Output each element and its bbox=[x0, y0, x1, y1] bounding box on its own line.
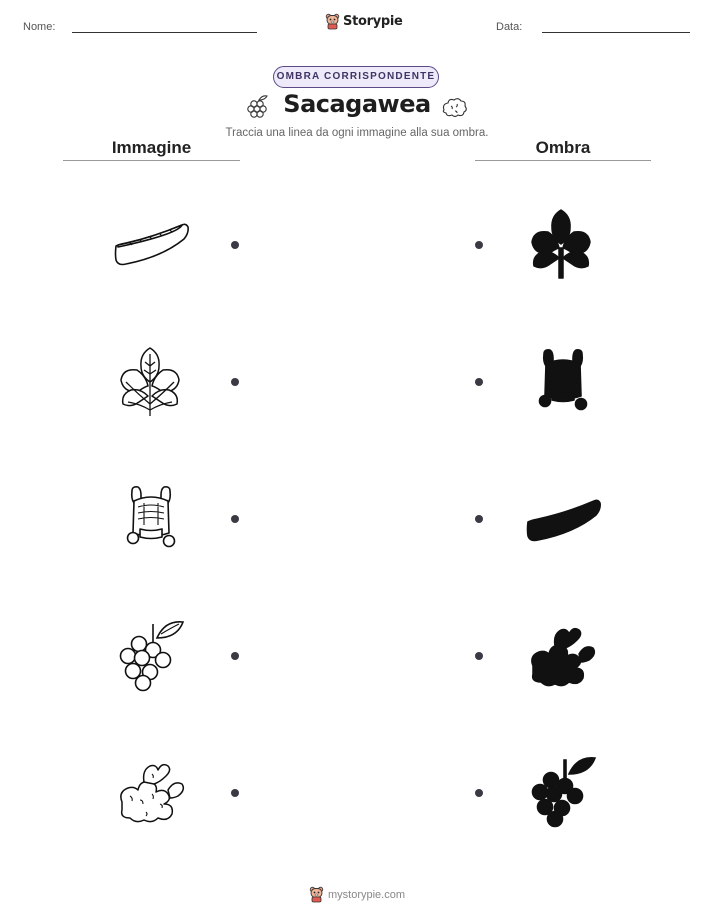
column-header-shadow: Ombra bbox=[535, 138, 591, 157]
footer-url[interactable]: mystorypie.com bbox=[327, 888, 406, 901]
connect-dot-left[interactable] bbox=[231, 378, 239, 386]
column-underline-left bbox=[63, 160, 240, 161]
canoe-shadow-icon bbox=[524, 494, 604, 546]
connect-dot-right[interactable] bbox=[475, 378, 483, 386]
berries-icon bbox=[117, 620, 185, 692]
name-field[interactable] bbox=[72, 32, 257, 33]
brand-name: Storypie bbox=[343, 14, 403, 29]
bear-mascot-icon bbox=[325, 13, 340, 30]
berries-shadow-icon bbox=[529, 756, 597, 828]
connect-dot-right[interactable] bbox=[475, 241, 483, 249]
connect-dot-left[interactable] bbox=[231, 515, 239, 523]
sage-plant-shadow-icon bbox=[528, 208, 594, 280]
column-underline-right bbox=[475, 160, 651, 161]
connect-dot-left[interactable] bbox=[231, 789, 239, 797]
connect-dot-right[interactable] bbox=[475, 652, 483, 660]
date-field[interactable] bbox=[542, 32, 690, 33]
backpack-shadow-icon bbox=[536, 348, 590, 414]
page-title: Sacagawea bbox=[283, 90, 431, 118]
ginger-deco-icon bbox=[440, 94, 470, 120]
column-header-image: Immagine bbox=[111, 138, 192, 157]
connect-dot-left[interactable] bbox=[231, 652, 239, 660]
connect-dot-right[interactable] bbox=[475, 515, 483, 523]
ginger-root-shadow-icon bbox=[527, 624, 599, 690]
bear-mascot-icon bbox=[309, 886, 324, 903]
brand-logo bbox=[325, 13, 403, 30]
date-label: Data: bbox=[496, 21, 523, 33]
connect-dot-left[interactable] bbox=[231, 241, 239, 249]
ginger-root-icon bbox=[116, 760, 188, 826]
canoe-icon bbox=[112, 218, 192, 270]
name-label: Nome: bbox=[23, 21, 56, 33]
activity-badge: OMBRA CORRISPONDENTE bbox=[273, 66, 439, 88]
sage-plant-icon bbox=[117, 346, 183, 418]
footer bbox=[0, 886, 714, 903]
backpack-icon bbox=[124, 485, 178, 551]
instructions: Traccia una linea da ogni immagine alla sua ombra. bbox=[225, 127, 489, 139]
connect-dot-right[interactable] bbox=[475, 789, 483, 797]
